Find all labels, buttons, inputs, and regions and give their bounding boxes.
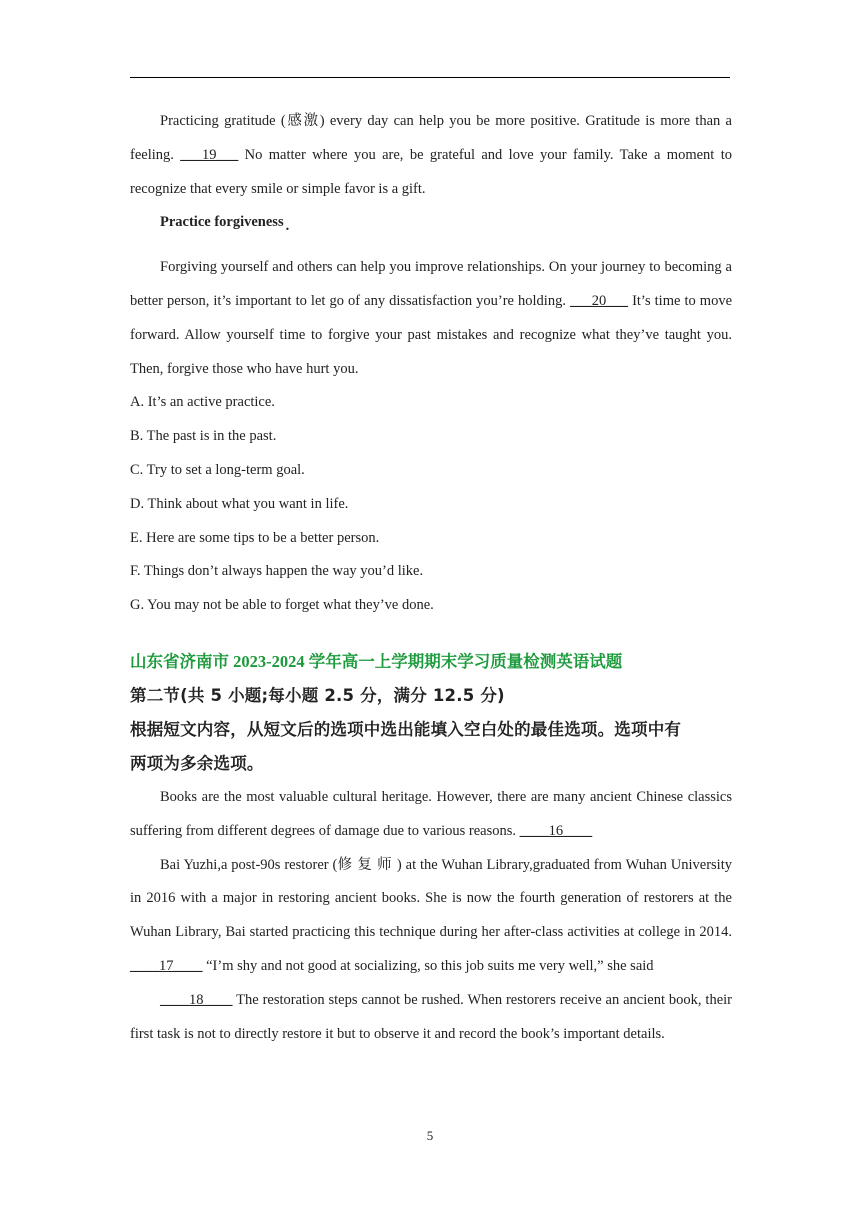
paragraph-text: “I’m shy and not good at socializing, so this job suits me very well,” she said [202,957,654,974]
paragraph-bai-yuzhi [130,849,732,984]
option-b: B. The past is in the past. [130,428,277,445]
blank-19: ___19___ [180,146,239,163]
page-number: 5 [426,1128,434,1143]
header-rule [130,77,730,78]
paragraph-text: Books are the most valuable cultural heritage. However, there are many ancient Chinese classics suffering from different degrees of damage due to various reasons. [130,788,732,839]
paragraph-text: It’s time to move forward. Allow yourself time to forgive your past mistakes and recognize what they’ve taught you. Then, forgive those who have hurt you. [130,292,733,377]
paragraph-text: The restoration steps cannot be rushed. When restorers receive an ancient book, their first task is not to directly restore it but to observe it and record the book’s important details. [130,991,732,1042]
instruction-line-1: 根据短文内容，从短文后的选项中选出能填入空白处的最佳选项。选项中有 [130,719,682,739]
paragraph-books [130,781,732,849]
paragraph-text: ) at the Wuhan Library,graduated from Wuhan University in 2016 with a major in restoring ancient books. She is now the fourth generation of restorers at the Wuhan Library, Bai started practicing this technique during her after-class activities at college in 2014. [130,856,732,941]
blank-16: ____16____ [519,822,593,839]
option-g: G. You may not be able to forget what they’ve done. [130,597,434,614]
restorer-chinese-term: 修复师 [337,856,397,873]
subheading-text: Practice forgiveness [160,214,284,231]
option-d: D. Think about what you want in life. [130,495,349,512]
options-list [130,386,732,623]
option-c: C. Try to set a long-term goal. [130,461,305,478]
instruction-line-2: 两项为多余选项。 [130,753,264,773]
source-title: 山东省济南市 2023-2024 学年高一上学期期末学习质量检测英语试题 [130,651,623,671]
subheading-practice-forgiveness [130,206,732,240]
paragraph-text: Practicing gratitude (感激) every day can help you be more positive. Gratitude is more than a feeling. [130,113,732,163]
option-a: A. It’s an active practice. [130,394,275,411]
paragraph-gratitude [130,105,732,206]
option-f: F. Things don’t always happen the way you’d like. [130,563,424,580]
paragraph-forgiveness [130,251,732,386]
subheading-mark: . [285,218,290,235]
paragraph-text: Bai Yuzhi,a post-90s restorer ( [160,856,338,873]
paragraph-text: No matter where you are, be grateful and love your family. Take a moment to recognize that every smile or simple favor is a gift. [130,146,732,197]
blank-17: ____17____ [130,957,203,974]
option-e: E. Here are some tips to be a better person. [130,529,380,546]
blank-20: ___20___ [570,292,629,309]
document-body [130,105,732,1051]
paragraph-text: Forgiving yourself and others can help you improve relationships. On your journey to becoming a better person, it’s important to let go of any dissatisfaction you’re holding. [130,259,732,309]
paragraph-restoration-steps [130,984,732,1052]
blank-18: ____18____ [160,991,233,1008]
section-title: 第二节(共 5 小题;每小题 2.5 分，满分 12.5 分) [130,685,505,705]
